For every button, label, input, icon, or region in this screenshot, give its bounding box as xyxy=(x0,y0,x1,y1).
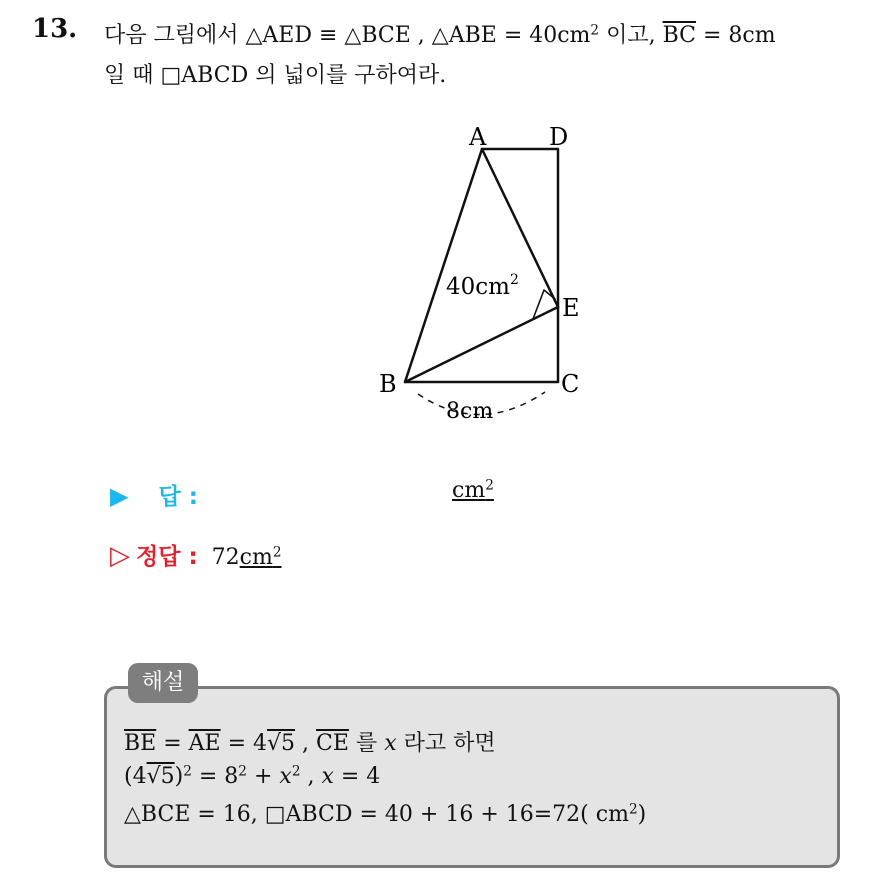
solution-line2: $(4√5)^2 = 8^2 + x^2$ , x = 4 xyxy=(124,763,381,789)
answer-row xyxy=(110,478,198,511)
question-number: 13. xyxy=(32,14,78,44)
outline-arrow-icon: ▷ xyxy=(110,541,130,571)
play-arrow-icon: ▶ xyxy=(110,482,129,510)
point-label-a: A xyxy=(469,123,487,151)
question-text: = 8cm xyxy=(696,23,776,48)
point-label-e: E xyxy=(562,294,580,322)
quad-outline xyxy=(405,149,558,382)
answer-label: 답 : xyxy=(158,484,198,510)
answer-unit: $cm^2$ xyxy=(452,477,494,503)
point-label-c: C xyxy=(561,370,580,398)
superscript: 2 xyxy=(590,22,600,39)
correct-answer-value: $72cm^2$ xyxy=(211,544,282,570)
correct-answer-label: 정답 : xyxy=(136,544,198,570)
area-label: $40cm^2$ xyxy=(446,272,519,300)
solution-line1: $\overline{BE} = \overline{AE} = 4√5$ , $\overline{CE}$ 를 x 라고 하면 xyxy=(124,731,496,756)
question-text: 이고, xyxy=(599,23,663,48)
bc-length-label: 8cm xyxy=(446,399,494,424)
question-text: 다음 그림에서 △AED ≡ △BCE , △ABE = 40cm xyxy=(104,23,591,48)
point-label-d: D xyxy=(549,123,569,151)
correct-answer-row xyxy=(110,538,282,571)
question-text-line2: 일 때 □ABCD 의 넓이를 구하여라. xyxy=(104,63,447,88)
solution-tab: 해설 xyxy=(128,663,198,703)
segment-bc: $\overline{BC}$ xyxy=(662,23,696,48)
point-label-b: B xyxy=(379,370,397,398)
segment-be xyxy=(405,307,558,382)
solution-line3: △BCE = 16, □ABCD = 40 + 16 + 16=72( $cm^2$) xyxy=(124,801,647,827)
